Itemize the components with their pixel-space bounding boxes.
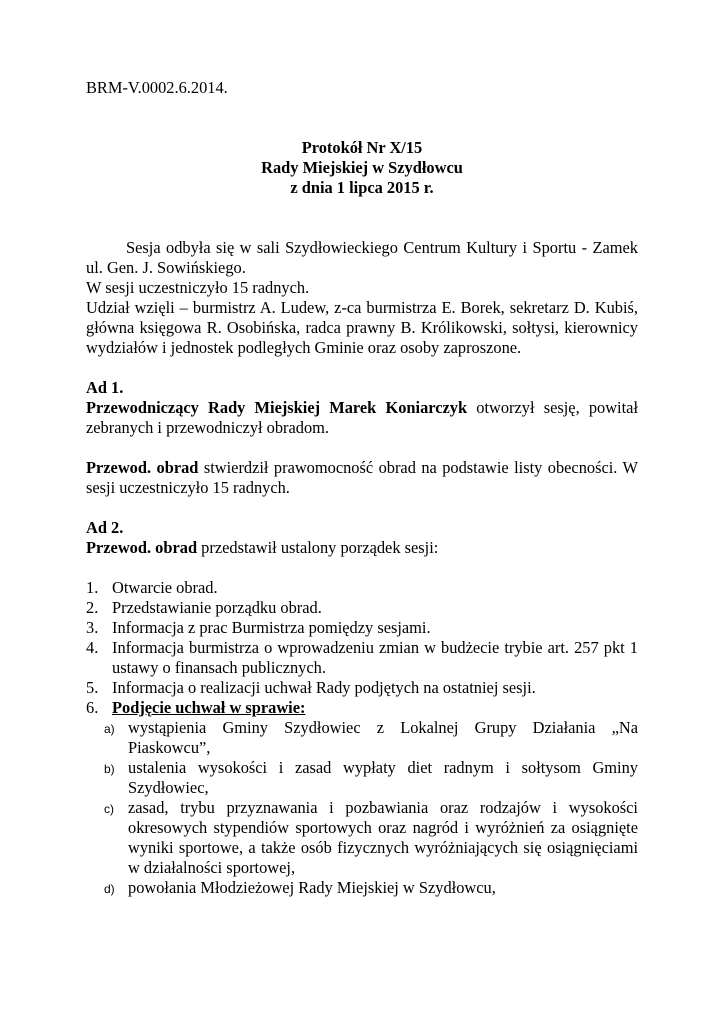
document-reference: BRM-V.0002.6.2014. bbox=[86, 78, 228, 97]
title-line-3: z dnia 1 lipca 2015 r. bbox=[290, 178, 434, 197]
resolutions-sub-list bbox=[104, 718, 638, 898]
agenda-item-number: 3. bbox=[86, 618, 99, 637]
agenda-item-text: Informacja z prac Burmistrza pomiędzy sesjami. bbox=[112, 618, 431, 637]
ad1-heading: Ad 1. bbox=[86, 378, 124, 397]
agenda-item-text: Przedstawianie porządku obrad. bbox=[112, 598, 322, 617]
title-line-1: Protokół Nr X/15 bbox=[301, 138, 423, 157]
agenda-item bbox=[86, 598, 638, 618]
intro-paragraph-participants: Udział wzięli – burmistrz A. Ludew, z-ca burmistrza E. Borek, sekretarz D. Kubiś, główna księgowa R. Osobińska, radca prawny B. Królikowski, sołtysi, kierownicy wydziałów i jednostek podległych Gminie oraz osoby zaproszone. bbox=[86, 298, 638, 357]
agenda-item-number: 5. bbox=[86, 678, 99, 697]
agenda-item-number: 2. bbox=[86, 598, 99, 617]
ad1-paragraph-opening bbox=[86, 398, 638, 438]
agenda-item-number: 1. bbox=[86, 578, 99, 597]
sub-item-letter: c) bbox=[104, 802, 114, 816]
intro-section bbox=[86, 238, 638, 358]
ad1-section bbox=[86, 378, 638, 498]
sub-list-item bbox=[104, 798, 638, 878]
intro-paragraph-attendance: W sesji uczestniczyło 15 radnych. bbox=[86, 278, 310, 297]
agenda-list bbox=[86, 578, 638, 898]
ad1-quorum-speaker: Przewod. obrad bbox=[86, 458, 199, 477]
ad2-paragraph-agenda-intro bbox=[86, 538, 638, 558]
agenda-item-text: Informacja burmistrza o wprowadzeniu zmian w budżecie trybie art. 257 pkt 1 ustawy o finansach publicznych. bbox=[112, 638, 638, 677]
document-title bbox=[86, 138, 638, 198]
sub-item-text: ustalenia wysokości i zasad wypłaty diet radnym i sołtysom Gminy Szydłowiec, bbox=[128, 758, 638, 797]
ad1-quorum-text: stwierdził prawomocność obrad na podstawie listy obecności. W sesji uczestniczyło 15 radnych. bbox=[86, 458, 639, 497]
agenda-item bbox=[86, 618, 638, 638]
sub-list-item bbox=[104, 718, 638, 758]
agenda-item-number: 6. bbox=[86, 698, 99, 717]
ad2-section bbox=[86, 518, 638, 898]
agenda-item-resolutions-label: Podjęcie uchwał w sprawie: bbox=[112, 698, 306, 717]
chairman-name: Przewodniczący Rady Miejskiej Marek Koniarczyk bbox=[86, 398, 468, 417]
agenda-item-text: Informacja o realizacji uchwał Rady podjętych na ostatniej sesji. bbox=[112, 678, 536, 697]
ad1-opening-text: otworzył sesję, powitał zebranych i przewodniczył obradom. bbox=[86, 398, 638, 437]
sub-item-text: zasad, trybu przyznawania i pozbawiania oraz rodzajów i wysokości okresowych stypendiów sportowych oraz nagród i wyróżnień za osiągnięte wyniki sportowe, a także osób fizycznych wyróżniających się osiągnięciami w działalności sportowej, bbox=[128, 798, 638, 877]
document-page bbox=[86, 78, 638, 898]
sub-list-item bbox=[104, 878, 638, 898]
sub-item-letter: b) bbox=[104, 762, 115, 776]
ad2-heading: Ad 2. bbox=[86, 518, 124, 537]
sub-item-text: powołania Młodzieżowej Rady Miejskiej w Szydłowcu, bbox=[128, 878, 496, 897]
ad2-agenda-intro-text: przedstawił ustalony porządek sesji: bbox=[197, 538, 439, 557]
agenda-item bbox=[86, 698, 638, 898]
title-line-2: Rady Miejskiej w Szydłowcu bbox=[261, 158, 463, 177]
ad1-paragraph-quorum bbox=[86, 458, 638, 498]
sub-list-item bbox=[104, 758, 638, 798]
sub-item-text: wystąpienia Gminy Szydłowiec z Lokalnej Grupy Działania „Na Piaskowcu”, bbox=[128, 718, 638, 757]
sub-item-letter: a) bbox=[104, 722, 115, 736]
ad2-speaker: Przewod. obrad bbox=[86, 538, 198, 557]
sub-item-letter: d) bbox=[104, 882, 115, 896]
intro-paragraph-venue: Sesja odbyła się w sali Szydłowieckiego Centrum Kultury i Sportu - Zamek ul. Gen. J. Sowińskiego. bbox=[86, 238, 638, 277]
agenda-item-number: 4. bbox=[86, 638, 99, 657]
agenda-item bbox=[86, 678, 638, 698]
agenda-item bbox=[86, 578, 638, 598]
agenda-item bbox=[86, 638, 638, 678]
agenda-item-text: Otwarcie obrad. bbox=[112, 578, 218, 597]
